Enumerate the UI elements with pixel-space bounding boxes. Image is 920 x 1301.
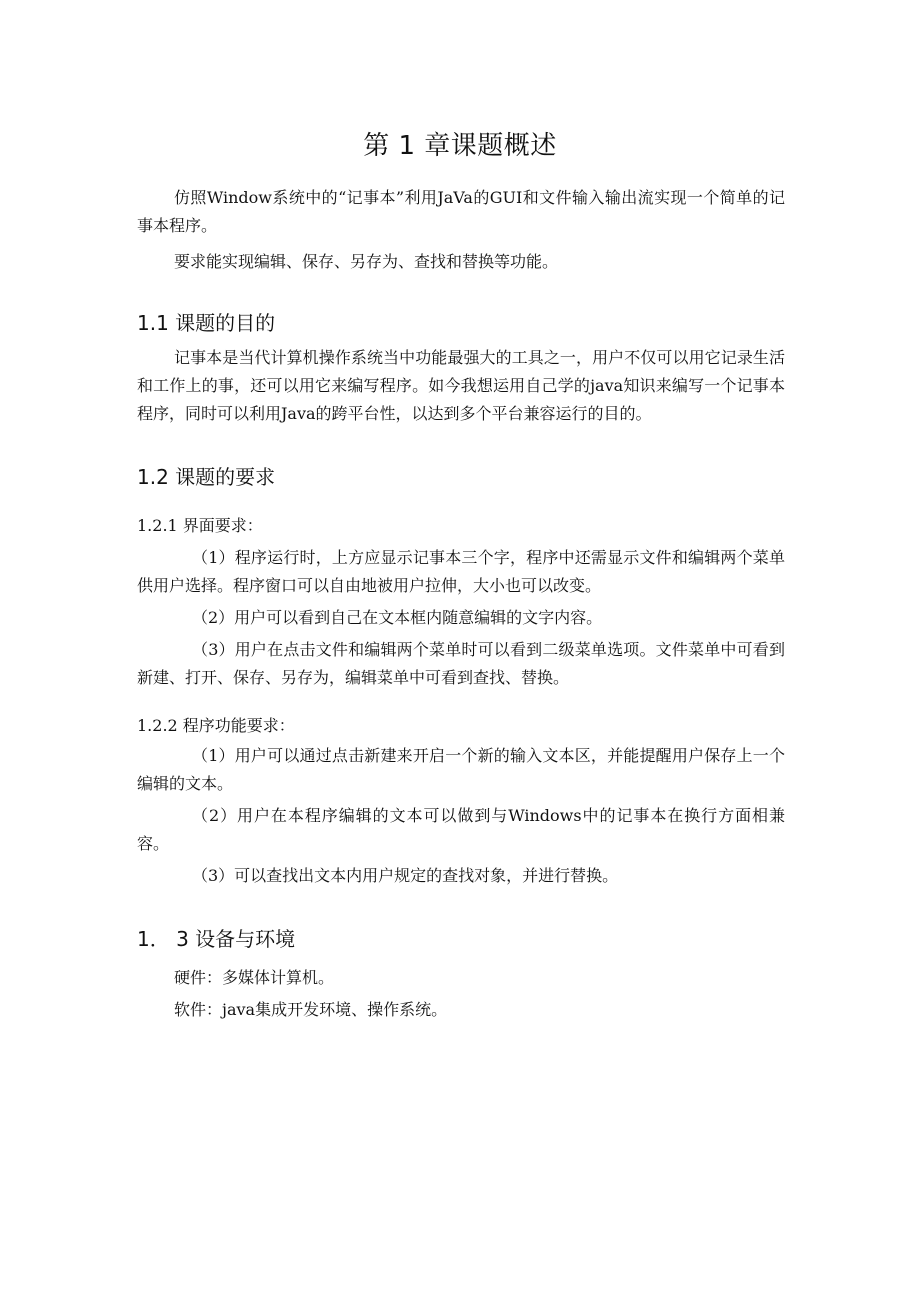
- intro-section: [137, 184, 785, 276]
- subsection-1-2-1-heading: 1.2.1 界面要求：: [137, 516, 263, 535]
- hardware-line: 硬件：多媒体计算机。: [174, 968, 335, 987]
- list-item: （1）用户可以通过点击新建来开启一个新的输入文本区，并能提醒用户保存上一个编辑的文本。: [137, 746, 785, 793]
- list-item: （3）可以查找出文本内用户规定的查找对象，并进行替换。: [192, 866, 619, 885]
- section-1-3-body: [137, 964, 785, 1024]
- subsection-1-2-1-body: [137, 544, 785, 692]
- section-1-3-heading: 1． 3 设备与环境: [137, 927, 296, 951]
- list-item: （3）用户在点击文件和编辑两个菜单时可以看到二级菜单选项。文件菜单中可看到新建、打开、保存、另存为，编辑菜单中可看到查找、替换。: [137, 640, 785, 687]
- section-1-2-heading: 1.2 课题的要求: [137, 465, 276, 489]
- section-1-1-heading: 1.1 课题的目的: [137, 311, 276, 335]
- list-item: （1）程序运行时，上方应显示记事本三个字，程序中还需显示文件和编辑两个菜单供用户选择。程序窗口可以自由地被用户拉伸，大小也可以改变。: [137, 548, 785, 595]
- section-1-1-paragraph: 记事本是当代计算机操作系统当中功能最强大的工具之一，用户不仅可以用它记录生活和工作上的事，还可以用它来编写程序。如今我想运用自己学的java知识来编写一个记事本程序，同时可以利用Java的跨平台性，以达到多个平台兼容运行的目的。: [137, 348, 785, 423]
- software-line: 软件：java集成开发环境、操作系统。: [174, 1000, 448, 1019]
- intro-paragraph-1: 仿照Window系统中的“记事本”利用JaVa的GUI和文件输入输出流实现一个简单的记事本程序。: [137, 188, 785, 235]
- subsection-1-2-2-body: [137, 742, 785, 890]
- list-item: （2）用户在本程序编辑的文本可以做到与Windows中的记事本在换行方面相兼容。: [137, 806, 785, 853]
- subsection-1-2-2-heading: 1.2.2 程序功能要求：: [137, 716, 295, 735]
- intro-paragraph-2: 要求能实现编辑、保存、另存为、查找和替换等功能。: [174, 252, 559, 271]
- chapter-title: 第 1 章课题概述: [363, 131, 557, 161]
- section-1-1-body: [137, 344, 785, 428]
- list-item: （2）用户可以看到自己在文本框内随意编辑的文字内容。: [192, 608, 603, 627]
